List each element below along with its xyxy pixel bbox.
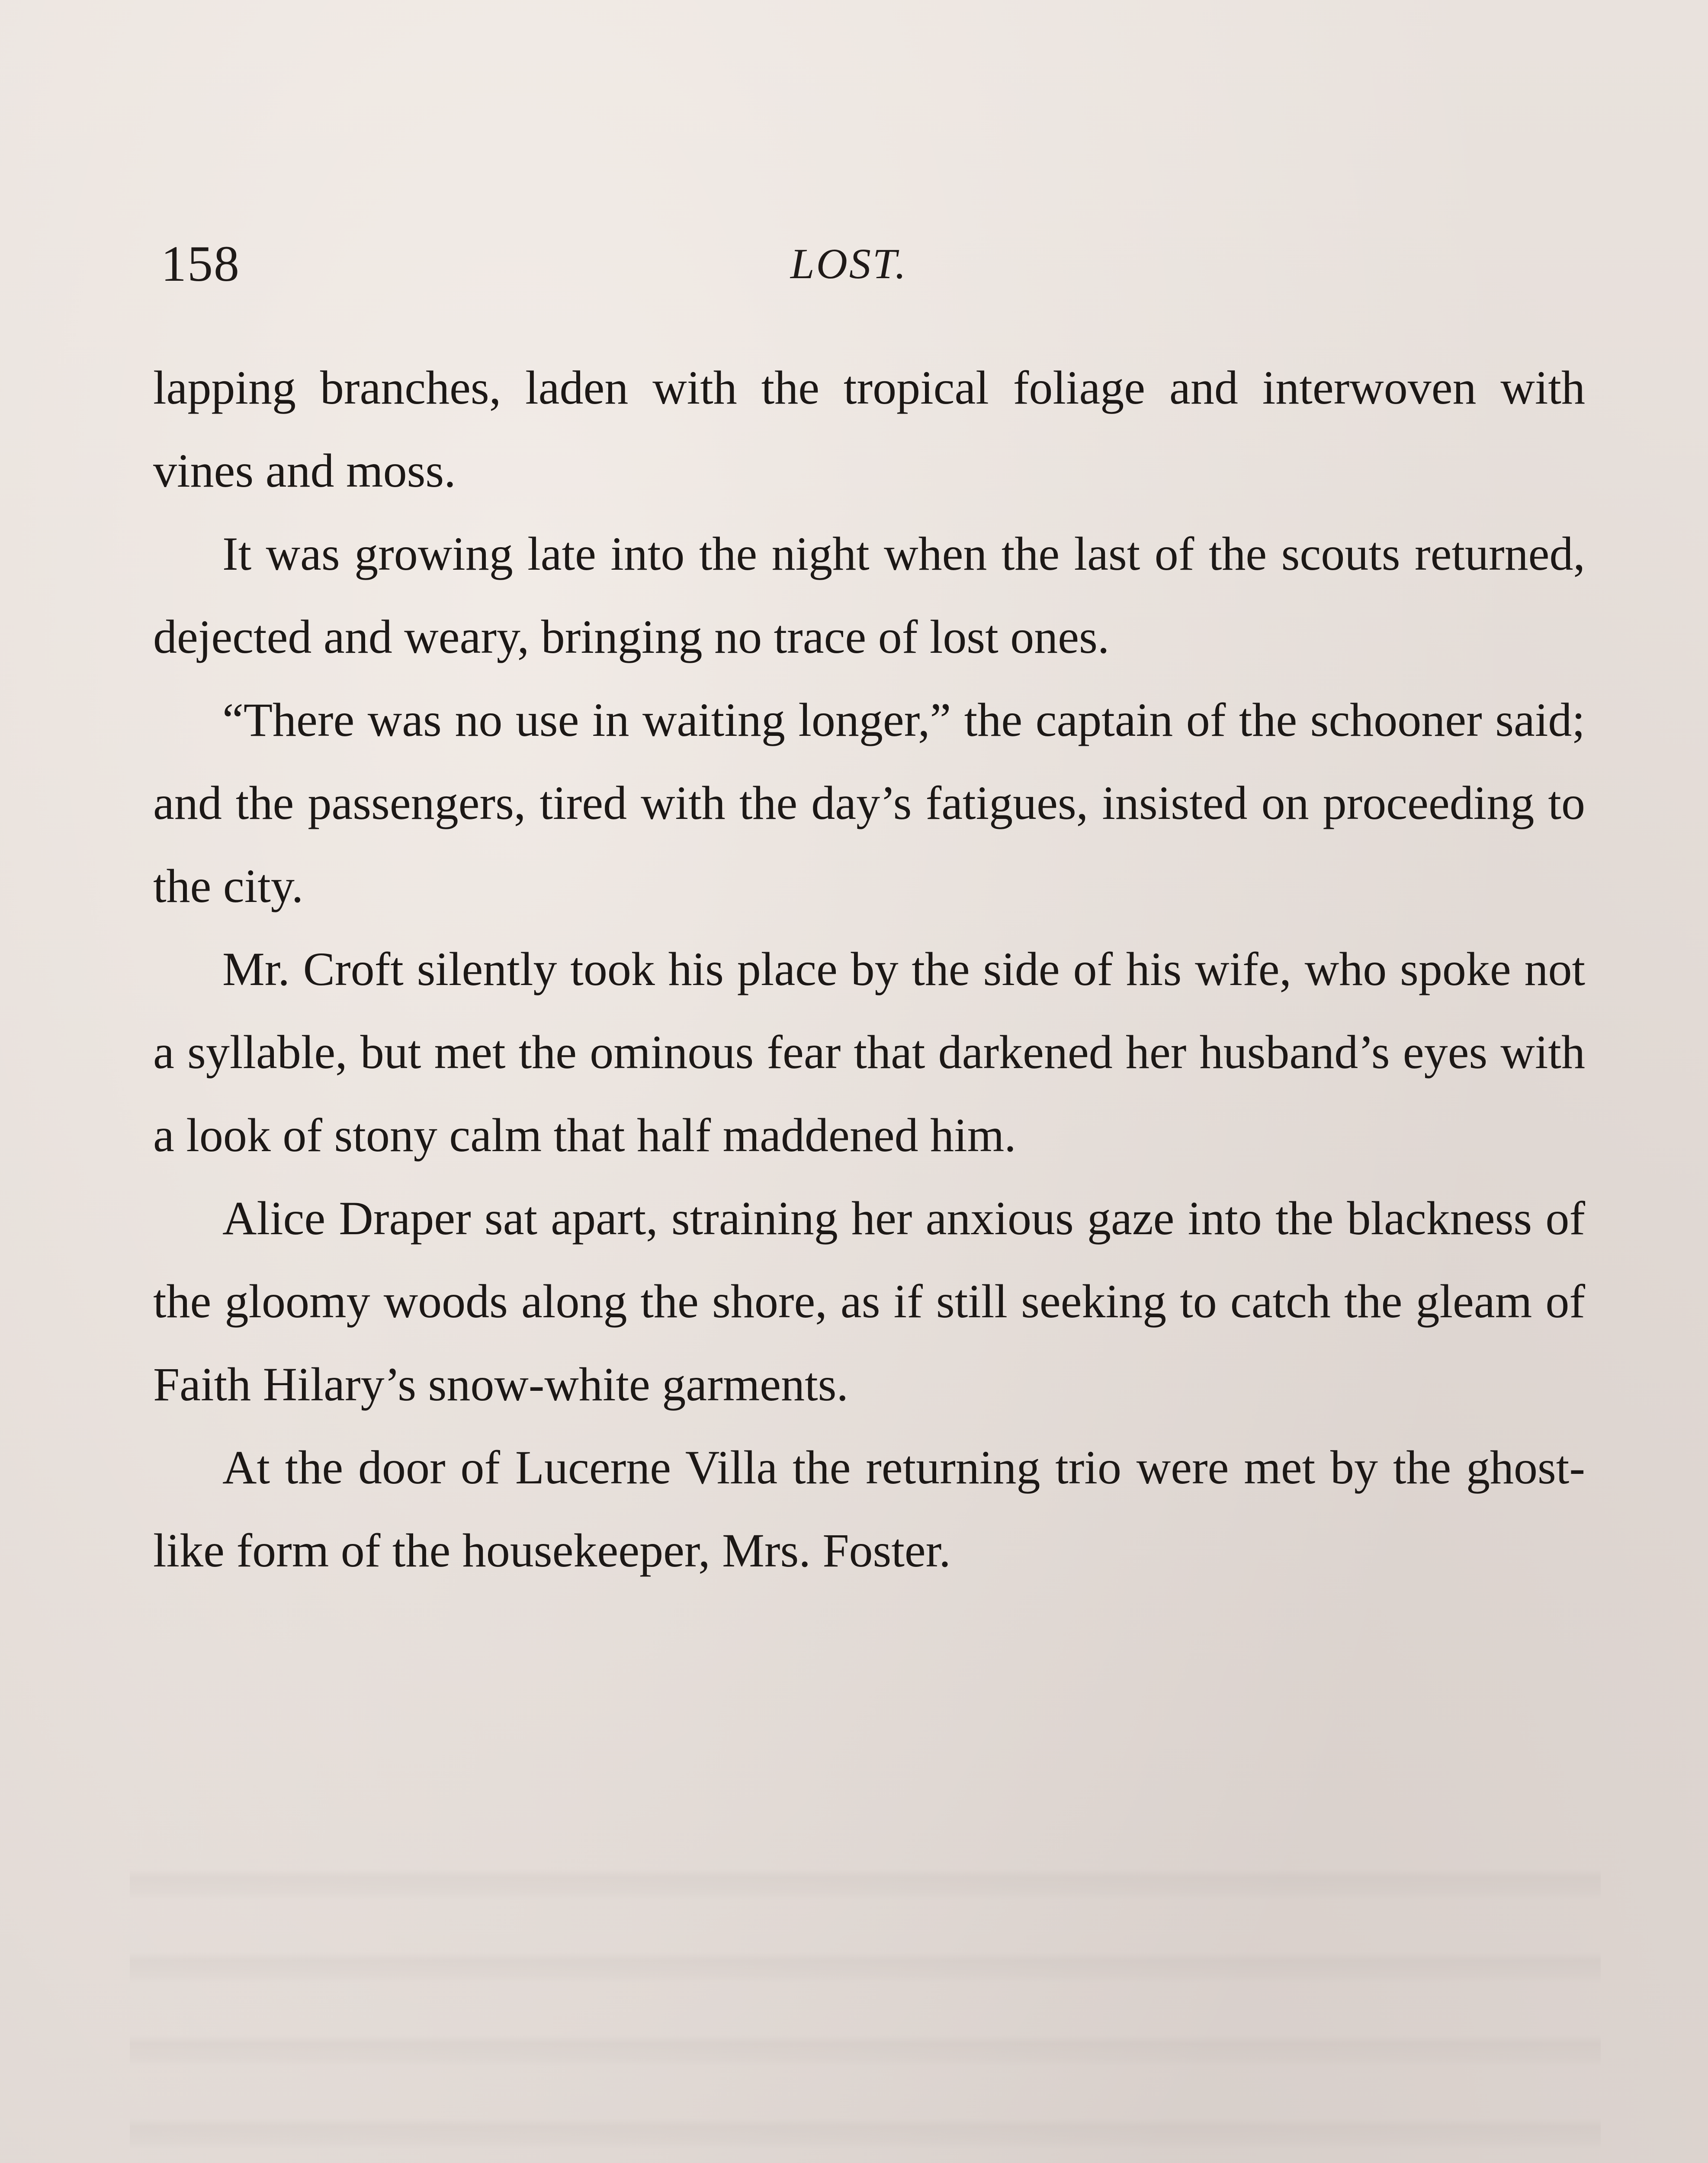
paragraph: Mr. Croft silently took his place by the side of his wife, who spoke not a syllable, but met the ominous fear that darkened her husband’s eyes with a look of stony calm that half maddened him. bbox=[153, 943, 1585, 1162]
show-through-text bbox=[130, 1817, 1601, 2163]
paragraph: At the door of Lucerne Villa the returning trio were met by the ghost-like form of the housekeeper, Mrs. Foster. bbox=[153, 1441, 1585, 1577]
paragraph: Alice Draper sat apart, straining her anxious gaze into the blackness of the gloomy woods along the shore, as if still seeking to catch the gleam of Faith Hilary’s snow-white garments. bbox=[153, 1192, 1585, 1411]
running-head bbox=[161, 229, 1589, 298]
running-title: LOST. bbox=[790, 240, 908, 288]
body-text bbox=[153, 346, 1585, 1592]
paragraph: lapping branches, laden with the tropical foliage and interwoven with vines and moss. bbox=[153, 361, 1585, 497]
page-number: 158 bbox=[161, 235, 240, 292]
paragraph: “There was no use in waiting longer,” the captain of the schooner said; and the passengers, tired with the day’s fatigues, insisted on proceeding to the city. bbox=[153, 693, 1585, 912]
paragraph: It was growing late into the night when the last of the scouts returned, dejected and weary, bringing no trace of lost ones. bbox=[153, 527, 1585, 663]
